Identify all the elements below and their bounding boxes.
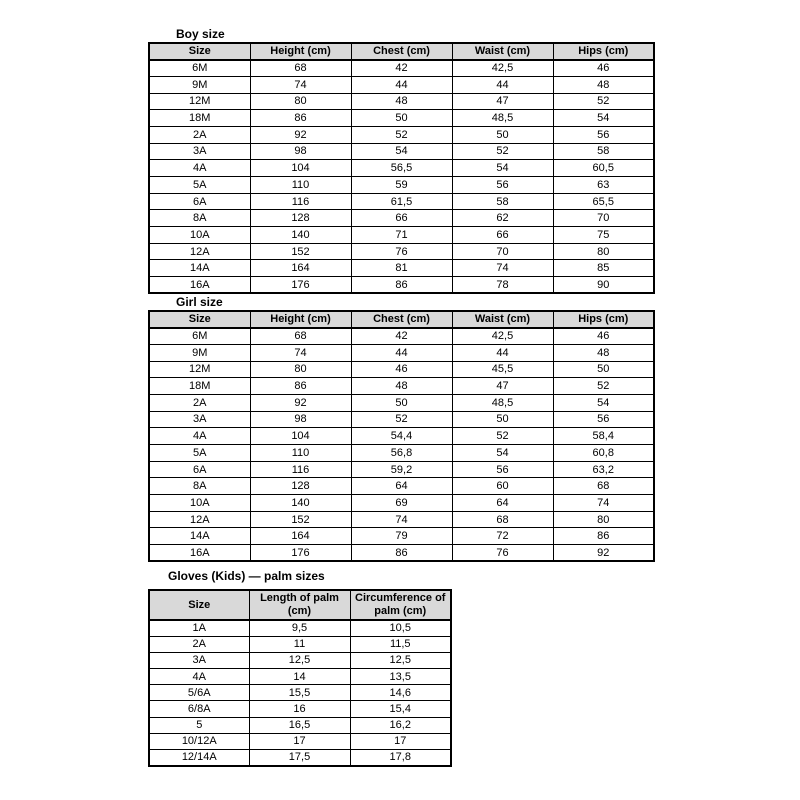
table-cell: 52 (553, 378, 654, 395)
table-cell: 48 (553, 344, 654, 361)
table-cell: 64 (351, 478, 452, 495)
table-cell: 47 (452, 378, 553, 395)
table-cell: 6A (149, 461, 250, 478)
table-cell: 86 (553, 528, 654, 545)
table-row (149, 210, 654, 227)
table-cell: 46 (553, 328, 654, 345)
table-cell: 50 (452, 411, 553, 428)
boy-header-row (149, 43, 654, 60)
table-cell: 152 (250, 243, 351, 260)
table-cell: 98 (250, 411, 351, 428)
table-cell: 14 (249, 669, 350, 685)
column-header: Waist (cm) (452, 311, 553, 328)
table-cell: 116 (250, 461, 351, 478)
table-cell: 60 (452, 478, 553, 495)
table-cell: 17,5 (249, 750, 350, 766)
table-cell: 18M (149, 378, 250, 395)
table-cell: 52 (351, 411, 452, 428)
table-cell: 86 (351, 277, 452, 294)
table-cell: 164 (250, 260, 351, 277)
table-cell: 80 (250, 93, 351, 110)
table-cell: 176 (250, 545, 351, 562)
table-cell: 68 (452, 511, 553, 528)
table-cell: 54 (452, 445, 553, 462)
table-cell: 56,5 (351, 160, 452, 177)
table-cell: 17 (350, 733, 451, 749)
table-cell: 44 (452, 344, 553, 361)
table-row (149, 110, 654, 127)
table-cell: 16 (249, 701, 350, 717)
table-cell: 46 (351, 361, 452, 378)
table-cell: 110 (250, 445, 351, 462)
table-cell: 128 (250, 478, 351, 495)
table-row (149, 93, 654, 110)
table-cell: 12/14A (149, 750, 249, 766)
table-row (149, 243, 654, 260)
table-cell: 74 (553, 495, 654, 512)
table-cell: 54 (553, 110, 654, 127)
table-cell: 80 (553, 243, 654, 260)
table-cell: 58 (452, 193, 553, 210)
table-cell: 8A (149, 210, 250, 227)
table-cell: 56,8 (351, 445, 452, 462)
table-cell: 14A (149, 260, 250, 277)
table-cell: 78 (452, 277, 553, 294)
table-cell: 56 (452, 461, 553, 478)
table-row (149, 750, 451, 766)
table-row (149, 528, 654, 545)
table-row (149, 478, 654, 495)
table-cell: 17,8 (350, 750, 451, 766)
table-cell: 50 (351, 110, 452, 127)
table-row (149, 76, 654, 93)
table-cell: 48 (351, 93, 452, 110)
table-cell: 15,5 (249, 685, 350, 701)
table-cell: 18M (149, 110, 250, 127)
table-cell: 58,4 (553, 428, 654, 445)
table-cell: 13,5 (350, 669, 451, 685)
gloves-size-table (148, 589, 452, 767)
table-cell: 9,5 (249, 620, 350, 636)
table-cell: 66 (452, 227, 553, 244)
table-cell: 63,2 (553, 461, 654, 478)
table-cell: 58 (553, 143, 654, 160)
table-cell: 6/8A (149, 701, 249, 717)
table-cell: 2A (149, 126, 250, 143)
column-header: Circumference of palm (cm) (350, 590, 451, 620)
table-cell: 71 (351, 227, 452, 244)
table-cell: 10/12A (149, 733, 249, 749)
table-cell: 12M (149, 361, 250, 378)
table-cell: 52 (452, 143, 553, 160)
table-row (149, 733, 451, 749)
table-cell: 10A (149, 227, 250, 244)
gloves-title: Gloves (Kids) — palm sizes (168, 569, 325, 583)
table-cell: 104 (250, 160, 351, 177)
table-cell: 47 (452, 93, 553, 110)
gloves-header-row (149, 590, 451, 620)
table-cell: 116 (250, 193, 351, 210)
table-cell: 72 (452, 528, 553, 545)
table-cell: 48 (351, 378, 452, 395)
table-cell: 74 (452, 260, 553, 277)
table-cell: 76 (452, 545, 553, 562)
table-cell: 90 (553, 277, 654, 294)
table-cell: 50 (553, 361, 654, 378)
table-row (149, 328, 654, 345)
table-row (149, 60, 654, 77)
table-row (149, 636, 451, 652)
column-header: Hips (cm) (553, 311, 654, 328)
table-cell: 5 (149, 717, 249, 733)
table-cell: 12,5 (249, 652, 350, 668)
table-cell: 17 (249, 733, 350, 749)
table-cell: 12A (149, 511, 250, 528)
table-cell: 52 (452, 428, 553, 445)
table-cell: 104 (250, 428, 351, 445)
table-cell: 9M (149, 76, 250, 93)
table-cell: 4A (149, 160, 250, 177)
table-cell: 86 (351, 545, 452, 562)
table-cell: 76 (351, 243, 452, 260)
table-cell: 50 (351, 394, 452, 411)
table-row (149, 495, 654, 512)
table-row (149, 193, 654, 210)
table-cell: 44 (351, 76, 452, 93)
table-row (149, 717, 451, 733)
table-row (149, 378, 654, 395)
table-row (149, 344, 654, 361)
table-cell: 62 (452, 210, 553, 227)
table-cell: 74 (351, 511, 452, 528)
table-cell: 42 (351, 328, 452, 345)
table-cell: 68 (250, 328, 351, 345)
table-cell: 44 (351, 344, 452, 361)
boy-size-title: Boy size (176, 27, 225, 41)
table-cell: 68 (553, 478, 654, 495)
table-cell: 12M (149, 93, 250, 110)
table-cell: 64 (452, 495, 553, 512)
column-header: Hips (cm) (553, 43, 654, 60)
table-cell: 2A (149, 636, 249, 652)
table-cell: 92 (250, 394, 351, 411)
table-cell: 68 (250, 60, 351, 77)
table-cell: 52 (351, 126, 452, 143)
table-row (149, 394, 654, 411)
table-row (149, 177, 654, 194)
table-row (149, 428, 654, 445)
table-cell: 86 (250, 110, 351, 127)
table-cell: 11 (249, 636, 350, 652)
table-cell: 44 (452, 76, 553, 93)
table-cell: 12,5 (350, 652, 451, 668)
table-cell: 80 (553, 511, 654, 528)
table-cell: 75 (553, 227, 654, 244)
table-cell: 15,4 (350, 701, 451, 717)
table-cell: 16A (149, 277, 250, 294)
table-cell: 4A (149, 428, 250, 445)
table-cell: 16A (149, 545, 250, 562)
table-cell: 46 (553, 60, 654, 77)
table-cell: 16,5 (249, 717, 350, 733)
table-row (149, 277, 654, 294)
table-cell: 74 (250, 344, 351, 361)
table-cell: 4A (149, 669, 249, 685)
table-cell: 48,5 (452, 394, 553, 411)
table-cell: 14,6 (350, 685, 451, 701)
table-row (149, 126, 654, 143)
table-cell: 164 (250, 528, 351, 545)
table-row (149, 669, 451, 685)
girl-size-table (148, 310, 655, 562)
table-cell: 92 (553, 545, 654, 562)
table-row (149, 461, 654, 478)
table-cell: 176 (250, 277, 351, 294)
table-row (149, 652, 451, 668)
table-row (149, 260, 654, 277)
table-cell: 45,5 (452, 361, 553, 378)
table-cell: 54 (452, 160, 553, 177)
table-cell: 3A (149, 143, 250, 160)
table-cell: 6M (149, 60, 250, 77)
table-cell: 48 (553, 76, 654, 93)
table-cell: 56 (452, 177, 553, 194)
column-header: Height (cm) (250, 43, 351, 60)
table-cell: 70 (452, 243, 553, 260)
column-header: Waist (cm) (452, 43, 553, 60)
table-cell: 5A (149, 445, 250, 462)
table-cell: 5A (149, 177, 250, 194)
table-cell: 59 (351, 177, 452, 194)
table-cell: 12A (149, 243, 250, 260)
table-cell: 56 (553, 126, 654, 143)
column-header: Chest (cm) (351, 43, 452, 60)
table-cell: 63 (553, 177, 654, 194)
table-cell: 65,5 (553, 193, 654, 210)
table-cell: 128 (250, 210, 351, 227)
table-cell: 140 (250, 495, 351, 512)
column-header: Height (cm) (250, 311, 351, 328)
table-cell: 60,5 (553, 160, 654, 177)
table-cell: 10,5 (350, 620, 451, 636)
table-cell: 3A (149, 411, 250, 428)
table-row (149, 685, 451, 701)
table-row (149, 160, 654, 177)
table-cell: 6M (149, 328, 250, 345)
table-cell: 56 (553, 411, 654, 428)
table-cell: 52 (553, 93, 654, 110)
table-cell: 42,5 (452, 328, 553, 345)
girl-size-title: Girl size (176, 295, 223, 309)
table-row (149, 545, 654, 562)
table-cell: 81 (351, 260, 452, 277)
table-cell: 5/6A (149, 685, 249, 701)
table-cell: 66 (351, 210, 452, 227)
table-cell: 50 (452, 126, 553, 143)
table-row (149, 411, 654, 428)
table-cell: 42 (351, 60, 452, 77)
table-cell: 140 (250, 227, 351, 244)
table-cell: 110 (250, 177, 351, 194)
table-row (149, 361, 654, 378)
table-cell: 85 (553, 260, 654, 277)
table-cell: 6A (149, 193, 250, 210)
table-cell: 80 (250, 361, 351, 378)
table-cell: 42,5 (452, 60, 553, 77)
column-header: Length of palm (cm) (249, 590, 350, 620)
table-cell: 54 (553, 394, 654, 411)
table-row (149, 143, 654, 160)
table-cell: 8A (149, 478, 250, 495)
table-cell: 11,5 (350, 636, 451, 652)
table-row (149, 701, 451, 717)
table-cell: 98 (250, 143, 351, 160)
table-cell: 1A (149, 620, 249, 636)
table-cell: 59,2 (351, 461, 452, 478)
table-cell: 60,8 (553, 445, 654, 462)
column-header: Size (149, 43, 250, 60)
table-cell: 152 (250, 511, 351, 528)
table-cell: 3A (149, 652, 249, 668)
column-header: Chest (cm) (351, 311, 452, 328)
table-cell: 9M (149, 344, 250, 361)
table-row (149, 227, 654, 244)
girl-header-row (149, 311, 654, 328)
table-cell: 16,2 (350, 717, 451, 733)
table-cell: 79 (351, 528, 452, 545)
table-cell: 86 (250, 378, 351, 395)
table-row (149, 445, 654, 462)
table-row (149, 620, 451, 636)
boy-size-table (148, 42, 655, 294)
column-header: Size (149, 311, 250, 328)
table-cell: 48,5 (452, 110, 553, 127)
table-cell: 61,5 (351, 193, 452, 210)
table-cell: 74 (250, 76, 351, 93)
column-header: Size (149, 590, 249, 620)
table-cell: 14A (149, 528, 250, 545)
table-cell: 70 (553, 210, 654, 227)
table-cell: 69 (351, 495, 452, 512)
table-row (149, 511, 654, 528)
table-cell: 92 (250, 126, 351, 143)
table-cell: 54,4 (351, 428, 452, 445)
table-cell: 2A (149, 394, 250, 411)
table-cell: 54 (351, 143, 452, 160)
table-cell: 10A (149, 495, 250, 512)
